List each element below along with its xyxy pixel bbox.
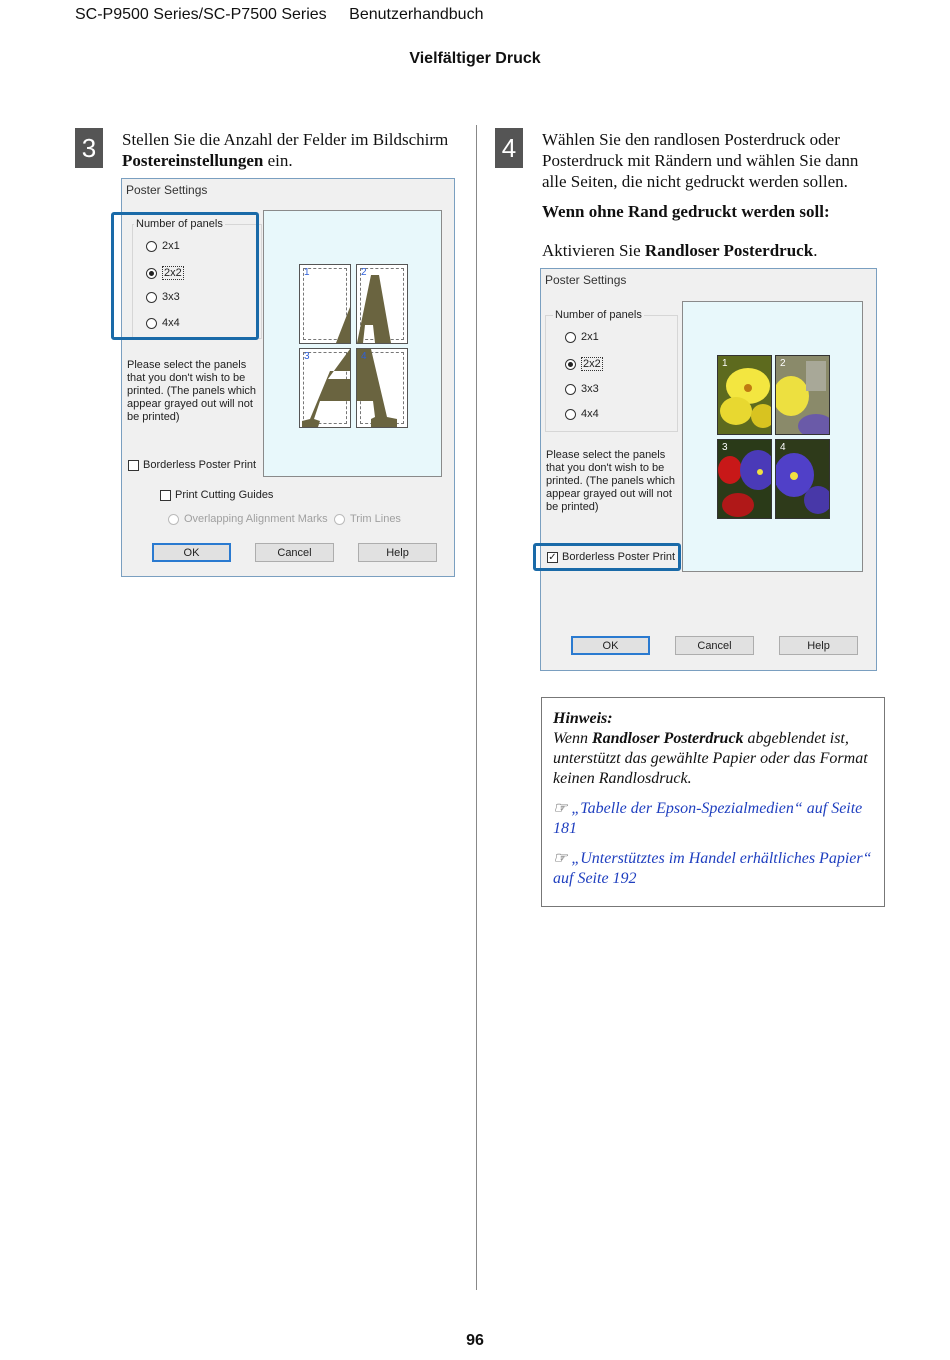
radio-circle-icon <box>565 384 576 395</box>
note-body <box>553 729 878 789</box>
radio-label: 2x2 <box>583 358 601 370</box>
note-link-2[interactable] <box>553 849 878 889</box>
panel-number: 2 <box>361 267 367 278</box>
header-model: SC-P9500 Series/SC-P7500 Series <box>75 6 327 23</box>
poster-settings-dialog-a <box>121 178 455 577</box>
poster-preview <box>682 301 863 572</box>
note-content <box>553 709 878 889</box>
step-3-text-bold: Postereinstellungen <box>122 151 264 170</box>
step-3-text-post: ein. <box>267 151 293 170</box>
radio-label: 2x2 <box>164 267 182 279</box>
cancel-button[interactable]: Cancel <box>255 543 334 562</box>
panels-group-label: Number of panels <box>555 309 642 321</box>
radio-circle-icon <box>334 514 345 525</box>
step-3-text-pre: Stellen Sie die Anzahl der Felder im Bildschirm <box>122 130 449 149</box>
note-body-pre: Wenn <box>553 730 588 747</box>
borderless-checkbox[interactable] <box>128 459 256 471</box>
link-commercial-paper[interactable]: „Unterstütztes im Handel erhältliches Papier“ auf Seite 192 <box>553 850 872 887</box>
panel-number: 3 <box>304 351 310 362</box>
radio-label: 4x4 <box>162 317 180 329</box>
checkmark-icon: ✓ <box>548 551 557 563</box>
preview-panel-1[interactable] <box>299 264 351 344</box>
panels-group-label: Number of panels <box>136 218 223 230</box>
note-body-bold: Randloser Posterdruck <box>591 730 744 747</box>
step-4-subheading: Wenn ohne Rand gedruckt werden soll: <box>542 202 830 221</box>
radio-selected-icon <box>565 359 576 370</box>
poster-settings-dialog-b <box>540 268 877 671</box>
highlight-frame <box>111 212 259 340</box>
preview-panel-4[interactable] <box>356 348 408 428</box>
note-box <box>541 697 885 907</box>
note-link-1[interactable] <box>553 799 878 839</box>
preview-panel-2[interactable] <box>356 264 408 344</box>
radio-trim-lines[interactable] <box>334 513 401 525</box>
panel-hint-text: Please select the panels that you don't wish to be printed. (The panels which appear grayed out will not be printed) <box>127 359 257 423</box>
panel-hint-text: Please select the panels that you don't wish to be printed. (The panels which appear grayed out will not be printed) <box>546 449 676 513</box>
preview-panel-4[interactable] <box>775 439 830 519</box>
radio-3x3[interactable] <box>565 383 599 395</box>
poster-preview <box>263 210 442 477</box>
help-button[interactable]: Help <box>358 543 437 562</box>
dialog-title: Poster Settings <box>126 183 208 197</box>
pointing-hand-icon: ☞ <box>553 850 568 867</box>
panel-number: 4 <box>361 351 367 362</box>
radio-label: 2x1 <box>581 331 599 343</box>
dialog-title: Poster Settings <box>545 273 627 287</box>
header-doc: Benutzerhandbuch <box>349 6 484 23</box>
cancel-button[interactable]: Cancel <box>675 636 754 655</box>
radio-label: Overlapping Alignment Marks <box>184 513 328 525</box>
radio-4x4[interactable] <box>565 408 599 420</box>
activate-pre: Aktivieren Sie <box>542 241 641 260</box>
radio-circle-icon <box>168 514 179 525</box>
panel-number: 1 <box>304 267 310 278</box>
running-header <box>75 6 483 24</box>
preview-panel-2[interactable] <box>775 355 830 435</box>
checkbox-icon <box>160 490 171 501</box>
ok-button[interactable]: OK <box>571 636 650 655</box>
note-title: Hinweis: <box>553 710 613 727</box>
step-3-text <box>122 129 462 171</box>
step-4-text: Wählen Sie den randlosen Posterdruck oder Posterdruck mit Rändern und wählen Sie dann alle Seiten, die nicht gedruckt werden sollen. <box>542 130 859 191</box>
radio-overlap-marks[interactable] <box>168 513 328 525</box>
checkbox-label: Print Cutting Guides <box>175 489 274 501</box>
preview-panel-3[interactable] <box>717 439 772 519</box>
panel-number: 1 <box>722 358 728 369</box>
radio-label: 3x3 <box>581 383 599 395</box>
page-number: 96 <box>466 1332 484 1349</box>
panel-number: 3 <box>722 442 728 453</box>
link-epson-media-table[interactable]: „Tabelle der Epson-Spezialmedien“ auf Seite 181 <box>553 800 863 837</box>
checkbox-label: Borderless Poster Print <box>562 551 676 563</box>
ok-button[interactable]: OK <box>152 543 231 562</box>
radio-label: 3x3 <box>162 291 180 303</box>
section-title: Vielfältiger Druck <box>409 50 541 67</box>
panel-number: 4 <box>780 442 786 453</box>
help-button[interactable]: Help <box>779 636 858 655</box>
radio-label: Trim Lines <box>350 513 401 525</box>
pointing-hand-icon: ☞ <box>553 800 568 817</box>
radio-label: 2x1 <box>162 240 180 252</box>
panel-number: 2 <box>780 358 786 369</box>
preview-panel-3[interactable] <box>299 348 351 428</box>
column-divider <box>476 125 477 1290</box>
activate-post: . <box>813 241 818 260</box>
checkbox-icon <box>128 460 139 471</box>
cutting-guides-checkbox[interactable] <box>160 489 273 501</box>
radio-circle-icon <box>565 332 576 343</box>
step-4-activate <box>542 240 887 261</box>
step-number-4: 4 <box>495 128 523 168</box>
preview-panel-1[interactable] <box>717 355 772 435</box>
radio-circle-icon <box>565 409 576 420</box>
radio-2x2[interactable] <box>565 357 603 371</box>
checkbox-label: Borderless Poster Print <box>143 459 257 471</box>
highlight-frame <box>533 543 681 571</box>
radio-label: 4x4 <box>581 408 599 420</box>
note-body-post: abgeblendet ist, unterstützt das gewählte Papier oder das Format keinen Randlosdruck. <box>553 730 868 787</box>
activate-bold: Randloser Posterdruck <box>644 241 814 260</box>
step-number-3: 3 <box>75 128 103 168</box>
radio-2x1[interactable] <box>565 331 599 343</box>
